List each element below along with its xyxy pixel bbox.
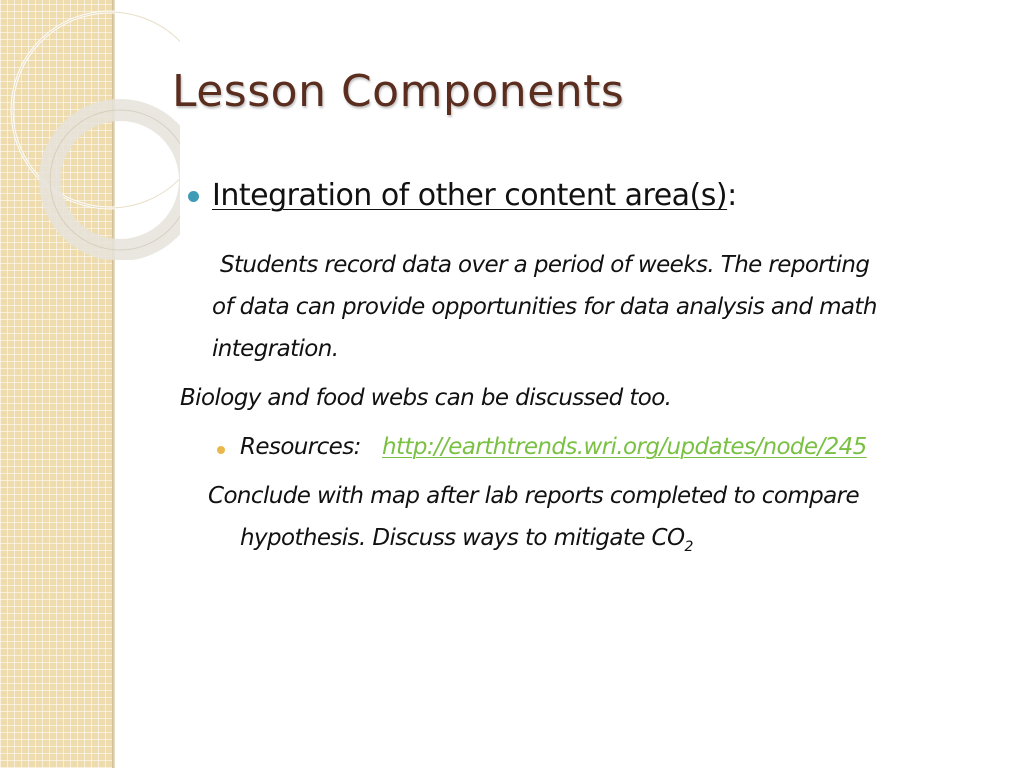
integration-heading-text: Integration of other content area(s) xyxy=(212,178,728,213)
conclude-paragraph xyxy=(208,475,1008,568)
integration-heading xyxy=(212,178,737,213)
slide-title: Lesson Components xyxy=(172,66,625,117)
resources-label: Resources: xyxy=(240,434,361,460)
students-line-1: Students record data over a period of weeks. The reporting xyxy=(220,252,870,278)
students-line-3: integration. xyxy=(212,336,339,362)
conclude-line-2: hypothesis. Discuss ways to mitigate CO xyxy=(240,525,685,551)
co2-subscript: 2 xyxy=(684,539,693,555)
biology-text: Biology and food webs can be discussed too. xyxy=(180,385,672,411)
students-line-2: of data can provide opportunities for data analysis and math xyxy=(212,294,877,320)
students-paragraph xyxy=(212,244,1012,370)
bullet-dot-secondary xyxy=(217,446,225,454)
decorative-rings xyxy=(0,0,180,260)
conclude-line-1: Conclude with map after lab reports completed to compare xyxy=(208,483,860,509)
resources-link[interactable]: http://earthtrends.wri.org/updates/node/245 xyxy=(382,434,867,460)
bullet-dot-primary xyxy=(188,191,199,202)
integration-heading-colon: : xyxy=(727,178,737,213)
